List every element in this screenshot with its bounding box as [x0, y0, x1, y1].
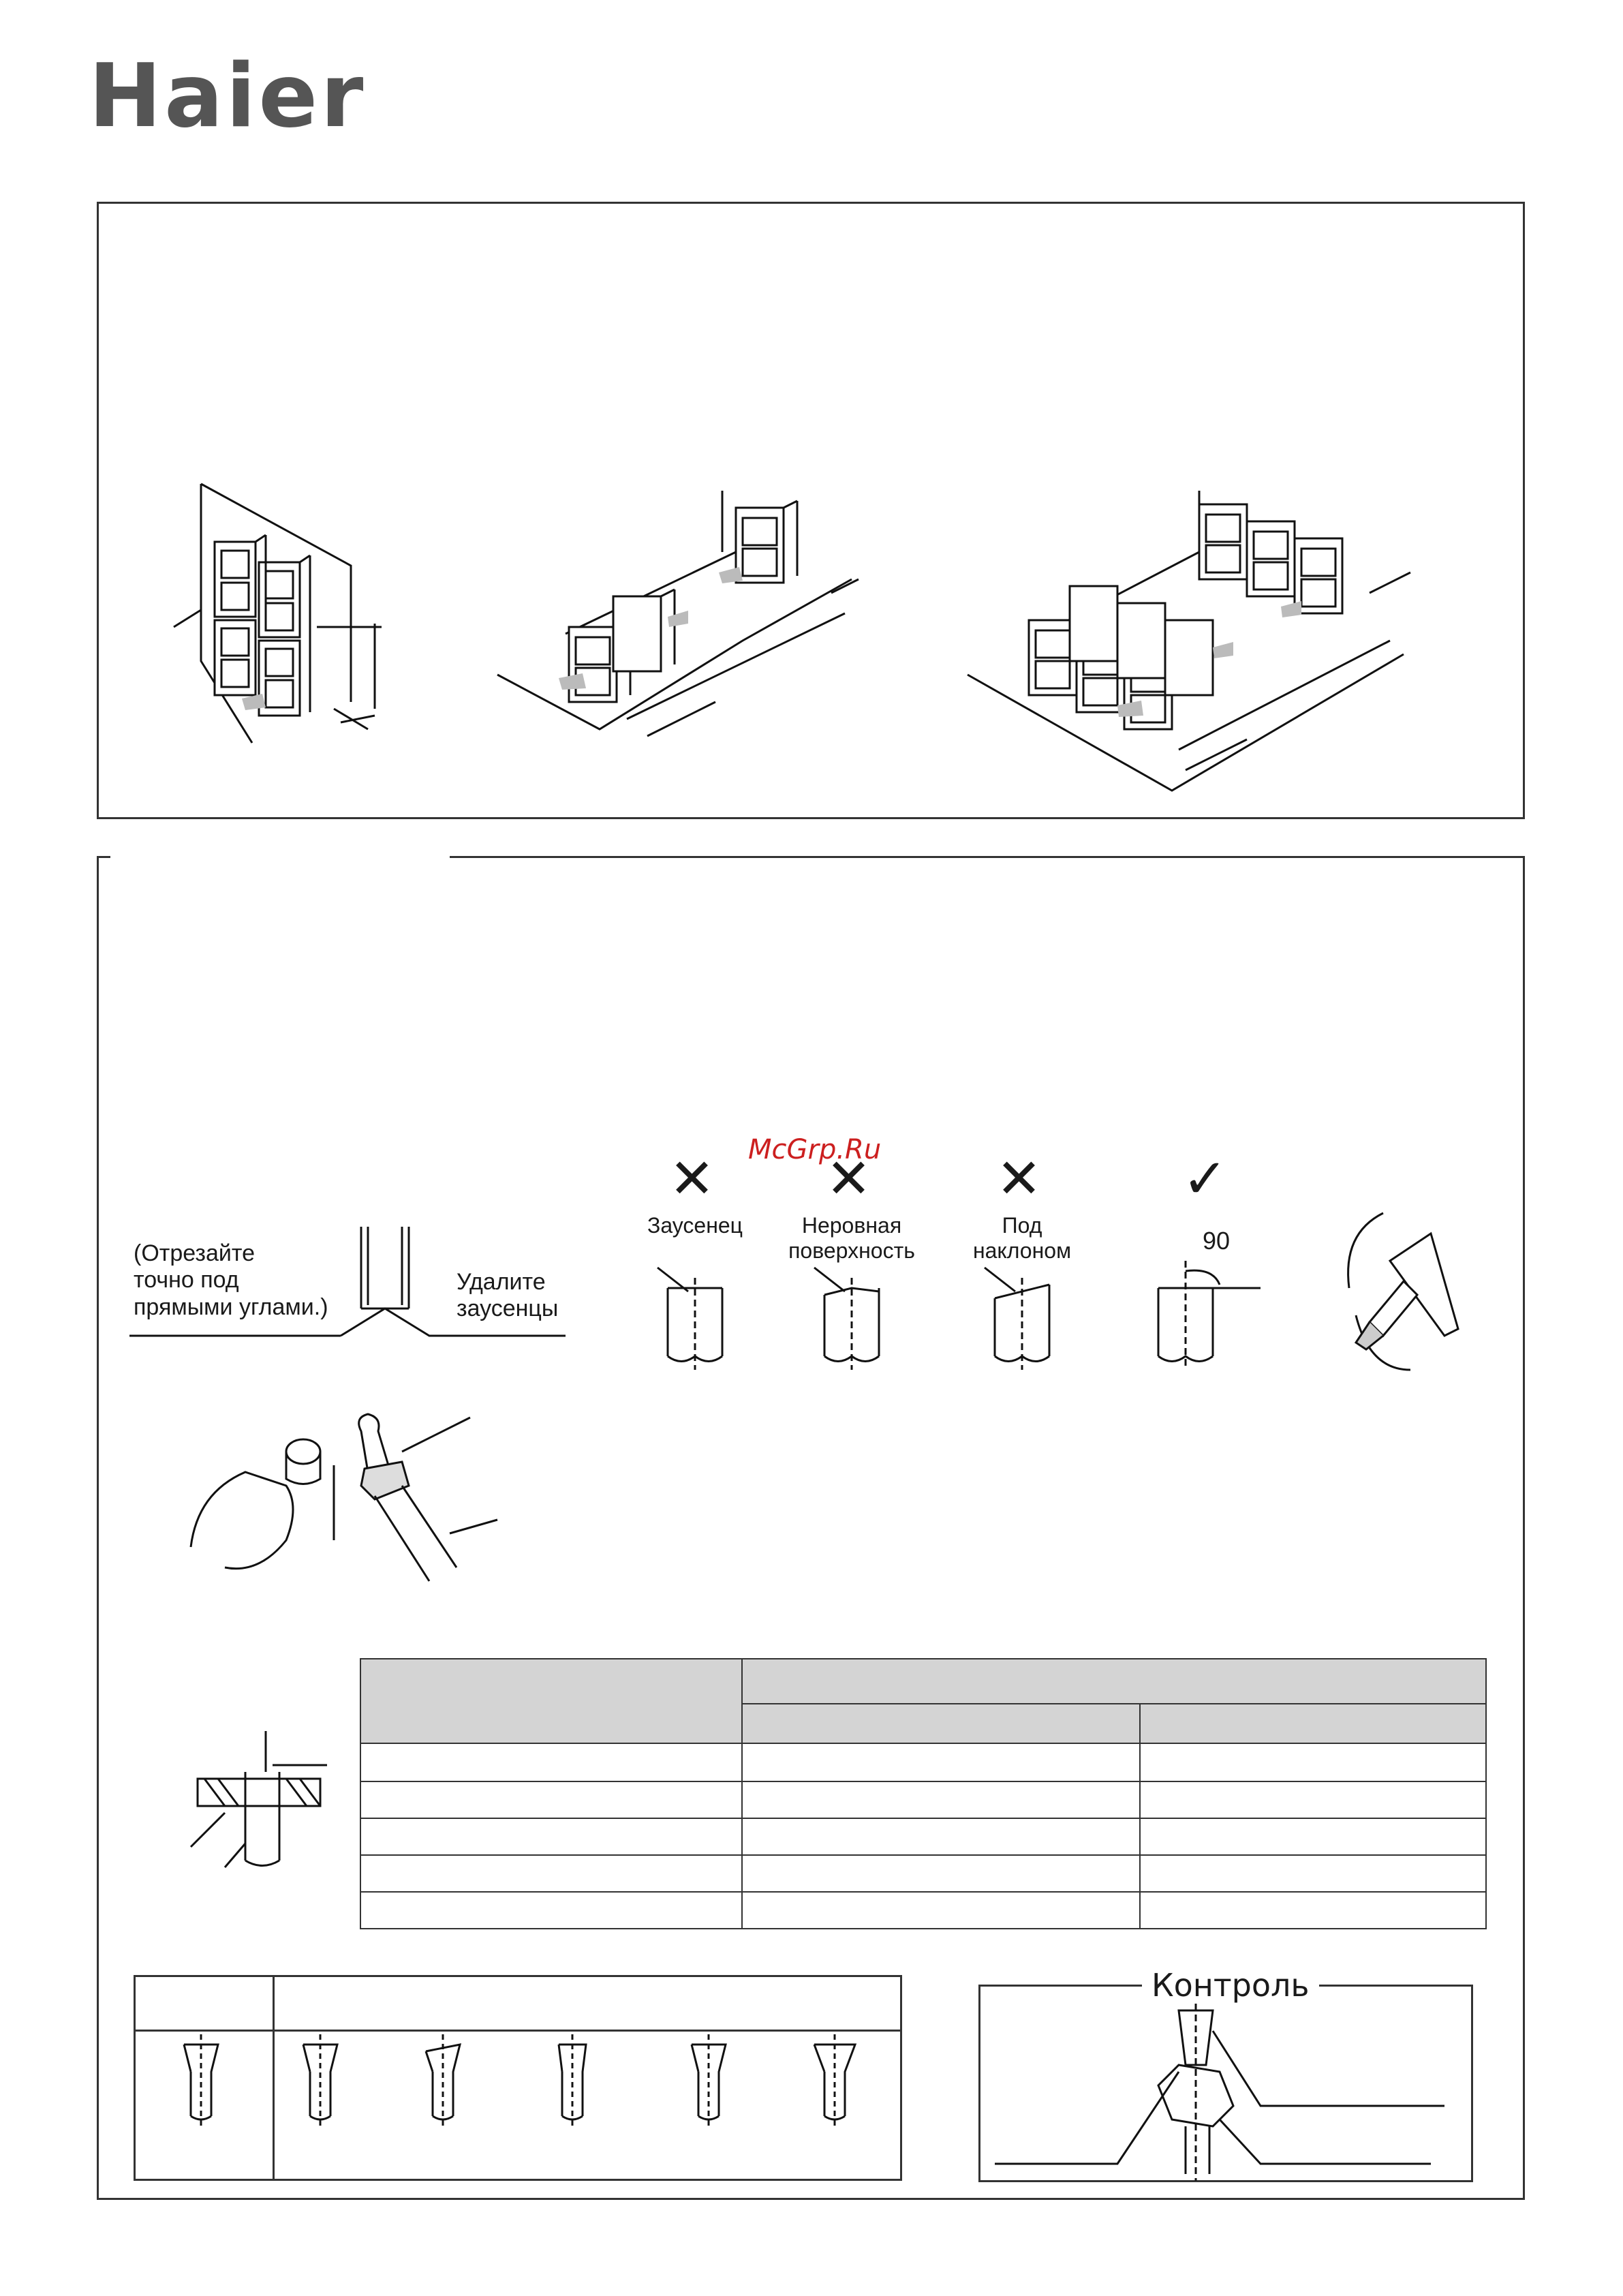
- figure-wall-stacked-units: [164, 477, 409, 763]
- table-header-cell: [742, 1704, 1140, 1743]
- flare-nut-assembly-icon: [184, 1411, 525, 1588]
- pipe-end-icon: [1145, 1254, 1281, 1370]
- control-flare-diagram: [981, 2004, 1472, 2181]
- cut-example-label: Под наклоном: [972, 1213, 1072, 1264]
- table-header-cell: [742, 1659, 1486, 1704]
- wrong-icon: ✕: [996, 1148, 1042, 1209]
- cut-example-label: Неровная поверхность: [788, 1213, 915, 1264]
- table-header-cell: [1140, 1704, 1486, 1743]
- reamer-tool-icon: [1329, 1206, 1465, 1383]
- flare-examples-icons: [164, 2034, 886, 2130]
- wrong-icon: ✕: [826, 1148, 872, 1209]
- pipe-end-icon: [658, 1268, 732, 1370]
- cut-square-note: (Отрезайте точно под прямыми углами.): [134, 1240, 328, 1320]
- watermark: McGrp.Ru: [748, 1134, 882, 1165]
- right-angle-label: 90: [1203, 1227, 1231, 1255]
- flare-dimension-table: [360, 1658, 1487, 1929]
- cut-example-correct: [1131, 1148, 1281, 1377]
- table-row: [360, 1781, 1486, 1818]
- flare-examples-divider-h: [134, 2030, 902, 2032]
- remove-burr-note: Удалите заусенцы: [457, 1269, 559, 1322]
- cut-example-burr: [634, 1148, 756, 1377]
- panel-top-border-left: [97, 856, 110, 858]
- table-row: [360, 1855, 1486, 1892]
- control-label: Контроль: [1142, 1967, 1319, 2004]
- flare-depth-diagram: [184, 1724, 347, 1874]
- pipe-end-icon: [814, 1268, 889, 1370]
- table-header-cell: [360, 1659, 742, 1743]
- panel-top-border-right: [450, 856, 1525, 858]
- pipe-cut-diagram: [129, 1220, 572, 1356]
- checkmark-icon: ✓: [1182, 1148, 1228, 1209]
- figure-two-rows-units: [491, 477, 872, 763]
- figure-multi-rows-units: [961, 477, 1438, 804]
- table-row: [360, 1743, 1486, 1781]
- wrong-icon: ✕: [669, 1148, 715, 1209]
- table-row: [360, 1818, 1486, 1855]
- pipe-end-icon: [985, 1268, 1060, 1370]
- cut-example-label: Заусенец: [647, 1213, 743, 1238]
- cut-example-uneven: [784, 1148, 920, 1377]
- cut-example-slanted: [954, 1148, 1090, 1377]
- table-row: [360, 1892, 1486, 1929]
- haier-logo: Haier: [89, 46, 367, 147]
